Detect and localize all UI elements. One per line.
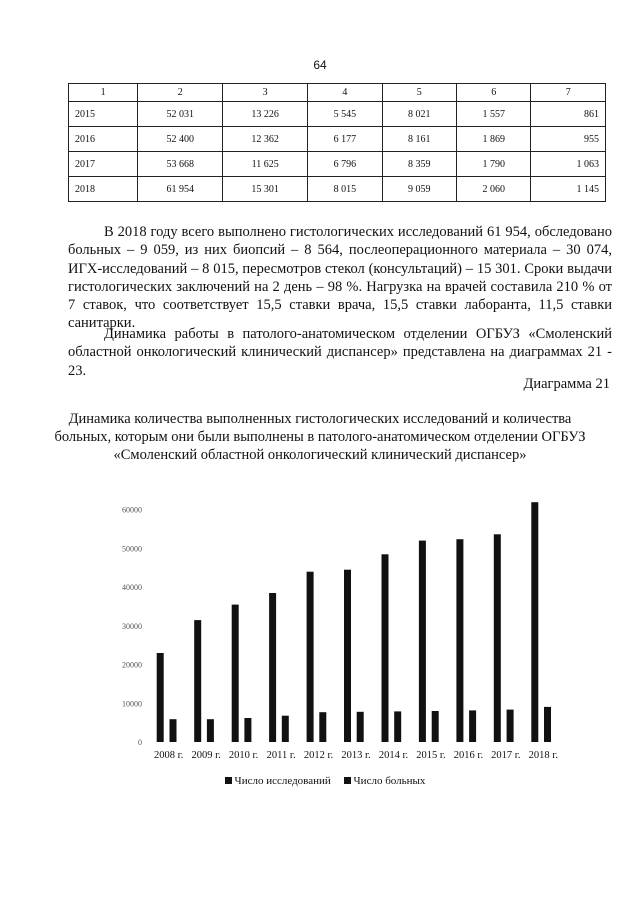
bar-studies [382,554,389,742]
x-tick-label: 2012 г. [303,750,334,761]
x-tick-label: 2008 г. [154,750,184,761]
bar-patients [244,718,251,742]
table-row [69,177,606,202]
x-tick-label: 2015 г. [416,750,446,761]
bar-studies [494,534,501,742]
bar-studies [269,593,276,742]
dynamics-paragraph: Динамика работы в патолого-анатомическом отделении ОГБУЗ «Смоленский областной онкологический клинический диспансер» представлена на диаграммах 21 - 23. [68,326,612,379]
table-row [69,152,606,177]
table-cell: 1 557 [457,102,531,127]
x-tick-label: 2014 г. [378,750,409,761]
bar-studies [419,541,426,742]
bar-patients [507,710,514,742]
table-cell: 6 177 [308,127,382,152]
summary-paragraph: В 2018 году всего выполнено гистологических исследований 61 954, обследовано больных – 9 059, из них биопсий – 8 564, послеоперационного материала – 30 074, ИГХ-исследований – 8 015, пересмотров стекол (консультаций) – 15 301. Сроки выдачи гистологических заключений на 2 день – 98 %. Нагрузка на врачей составила 210 % от 7 ставок, что соответствует 15,5 ставки врача, 15,5 ставки лаборанта, 11,5 ставки санитарки. [68,224,612,332]
y-tick-label: 40000 [122,583,142,593]
bar-chart [100,490,570,770]
bar-patients [170,719,177,742]
table-cell: 1 869 [457,127,531,152]
table-cell: 6 796 [308,152,382,177]
table-row [69,127,606,152]
table-cell: 1 790 [457,152,531,177]
column-header: 7 [531,84,606,102]
page-number: 64 [313,58,327,72]
bar-patients [394,711,401,742]
table-cell: 15 301 [223,177,308,202]
y-tick-label: 10000 [122,699,142,709]
legend-label-studies: Число исследований [234,775,331,787]
bar-patients [282,716,289,742]
table-cell: 8 021 [382,102,456,127]
diagram-label: Диаграмма 21 [523,376,610,392]
y-tick-label: 30000 [122,621,142,631]
y-tick-label: 50000 [122,544,142,554]
bar-studies [232,605,239,742]
bar-patients [319,712,326,742]
bar-studies [307,572,314,742]
legend-swatch-patients [344,777,351,784]
x-tick-label: 2009 г. [191,750,221,761]
column-header: 4 [308,84,382,102]
y-tick-label: 60000 [122,505,142,515]
x-tick-label: 2011 г. [266,750,296,761]
table-cell: 8 161 [382,127,456,152]
bar-patients [207,719,214,742]
table-row [69,102,606,127]
x-tick-label: 2018 г. [528,750,558,761]
table-cell: 8 359 [382,152,456,177]
table-cell: 2015 [69,102,138,127]
table-cell: 955 [531,127,606,152]
bar-patients [544,707,551,742]
bar-patients [432,711,439,742]
x-tick-label: 2016 г. [453,750,484,761]
x-tick-label: 2010 г. [228,750,259,761]
chart-legend [0,775,640,787]
table-cell: 53 668 [138,152,223,177]
table-cell: 52 031 [138,102,223,127]
bar-patients [469,710,476,742]
y-tick-label: 0 [138,738,142,747]
table-cell: 2016 [69,127,138,152]
table-cell: 1 063 [531,152,606,177]
bar-studies [194,620,201,742]
y-tick-label: 20000 [122,660,142,670]
table-cell: 61 954 [138,177,223,202]
column-header: 3 [223,84,308,102]
table-cell: 1 145 [531,177,606,202]
column-header: 5 [382,84,456,102]
table-cell: 52 400 [138,127,223,152]
table-cell: 8 015 [308,177,382,202]
diagram-title: Динамика количества выполненных гистологических исследований и количества больных, которым они были выполнены в патолого-анатомическом отделении ОГБУЗ «Смоленский областной онкологический клинический диспансер» [54,411,586,463]
table-cell: 11 625 [223,152,308,177]
table-header-row [69,84,606,102]
bar-patients [357,712,364,742]
table-cell: 2 060 [457,177,531,202]
table-cell: 9 059 [382,177,456,202]
column-header: 6 [457,84,531,102]
table-cell: 2018 [69,177,138,202]
legend-label-patients: Число больных [353,775,426,787]
table-cell: 2017 [69,152,138,177]
bar-studies [157,653,164,742]
column-header: 1 [69,84,138,102]
x-tick-label: 2017 г. [491,750,521,761]
table-cell: 12 362 [223,127,308,152]
legend-swatch-studies [225,777,232,784]
x-tick-label: 2013 г. [341,750,371,761]
bar-studies [344,570,351,742]
table-cell: 5 545 [308,102,382,127]
table-cell: 13 226 [223,102,308,127]
statistics-table [68,83,606,202]
column-header: 2 [138,84,223,102]
bar-studies [531,502,538,742]
table-cell: 861 [531,102,606,127]
bar-studies [456,539,463,742]
